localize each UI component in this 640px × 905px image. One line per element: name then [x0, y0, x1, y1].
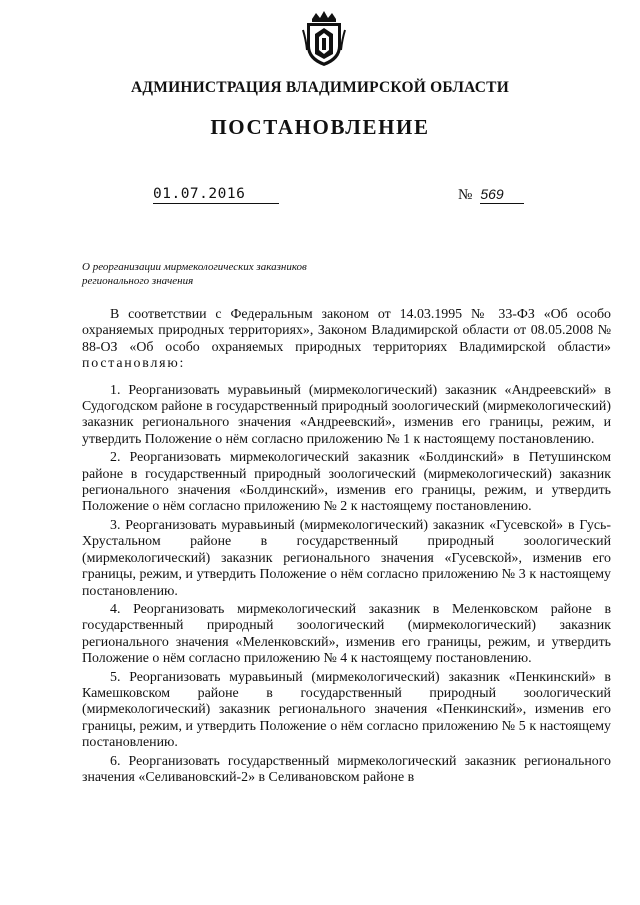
document-date: 01.07.2016	[153, 186, 279, 204]
list-item: 2. Реорганизовать мирмекологический заказник «Болдинский» в Петушинском районе в государственный природный зоологический (мирмекологический) заказник регионального значения «Болдинский», изменив его границы, режим, и утвердить Положение о нём согласно приложению № 2 к настоящему постановлению.	[82, 450, 611, 515]
coat-of-arms-icon	[301, 10, 347, 68]
subject-line-1: О реорганизации мирмекологических заказников	[82, 261, 307, 273]
decree-word: постановляю:	[82, 356, 186, 372]
subject-line-2: регионального значения	[82, 274, 194, 287]
preamble-text: В соответствии с Федеральным законом от 14.03.1995 № 33-ФЗ «Об особо охраняемых природных территориях», Законом Владимирской области от 08.05.2008 № 88-ОЗ «Об особо охраняемых природных территориях Владимирской области»	[82, 307, 611, 355]
organization-title: АДМИНИСТРАЦИЯ ВЛАДИМИРСКОЙ ОБЛАСТИ	[131, 79, 509, 96]
list-item: 5. Реорганизовать муравьиный (мирмекологический) заказник «Пенкинский» в Камешковском районе в государственный природный зоологический (мирмекологический) заказник регионального значения «Пенкинский», изменив его границы, режим, и утвердить Положение о нём согласно приложению № 5 к настоящему постановлению.	[82, 669, 611, 751]
list-item: 6. Реорганизовать государственный мирмекологический заказник регионального значения «Селивановский-2» в Селивановском районе в	[82, 753, 611, 785]
list-item: 1. Реорганизовать муравьиный (мирмекологический) заказник «Андреевский» в Судогодском районе в государственный природный зоологический (мирмекологический) заказник регионального значения «Андреевский», изменив его границы, режим, и утвердить Положение о нём согласно приложению № 1 к настоящему постановлению.	[82, 382, 611, 447]
document-subject	[82, 261, 382, 288]
number-sign: №	[458, 187, 473, 203]
list-item: 3. Реорганизовать муравьиный (мирмекологический) заказник «Гусевской» в Гусь-Хрустальном районе в государственный природный зоологический (мирмекологический) заказник регионального значения «Гусевской», изменив его границы, режим, и утвердить Положение о нём согласно приложению № 3 к настоящему постановлению.	[82, 517, 611, 599]
list-item: 4. Реорганизовать мирмекологический заказник в Меленковском районе в государственный природный зоологический (мирмекологический) заказник регионального значения «Меленковский», изменив его границы, режим, и утвердить Положение о нём согласно приложению № 4 к настоящему постановлению.	[82, 601, 611, 667]
preamble-paragraph	[82, 307, 611, 373]
document-body	[82, 307, 611, 788]
document-number: 569	[480, 186, 524, 204]
document-type-title: ПОСТАНОВЛЕНИЕ	[210, 115, 430, 139]
document-number-block	[458, 186, 524, 204]
